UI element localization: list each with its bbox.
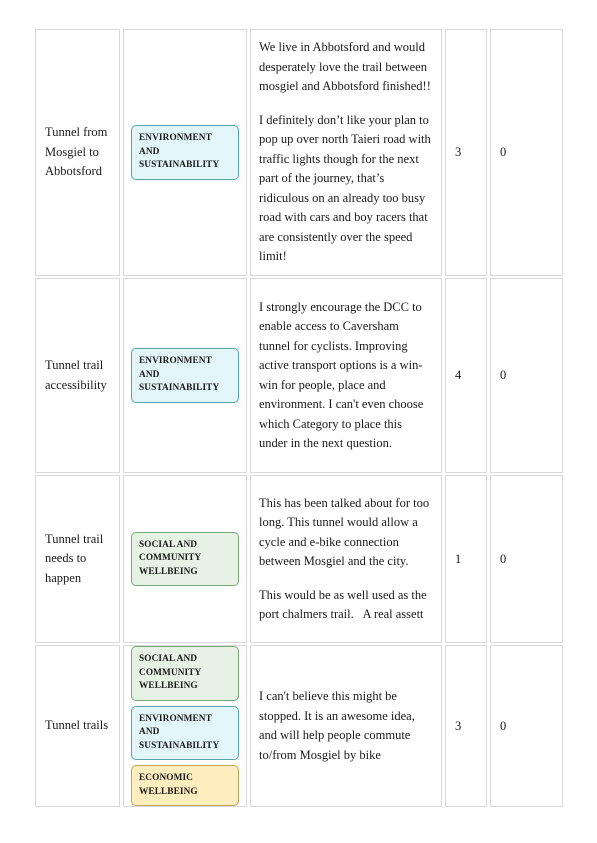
count-a-cell (445, 475, 487, 643)
comment-cell (250, 278, 442, 473)
comment-paragraph: I strongly encourage the DCC to enable access to Caversham tunnel for cyclists. Improving active transport options is a win-win for people, place and environment. I can't even choose which Category to place this under in the next question. (259, 299, 424, 450)
count-a-cell (445, 278, 487, 473)
comment-cell (250, 29, 442, 276)
count-b-value: 0 (500, 368, 507, 382)
count-b-cell (490, 645, 563, 807)
topic-cell (35, 278, 120, 473)
comment-paragraph: I definitely don’t like your plan to pop up over north Taieri road with traffic lights though for the next part of the journey, that’s ridiculous on an already too busy road with cars and boy racers that are consistently over the speed limit! (259, 112, 431, 264)
count-a-cell (445, 29, 487, 276)
count-a-value: 1 (455, 551, 462, 566)
comment-cell (250, 475, 442, 643)
topic-cell (35, 475, 120, 643)
topic-cell (35, 645, 120, 807)
table-row (35, 29, 563, 276)
count-a-value: 3 (455, 718, 462, 733)
category-cell (123, 645, 247, 807)
table-row (35, 645, 563, 807)
count-a-value: 4 (455, 368, 462, 382)
topic-text: Tunnel trail accessibility (45, 358, 107, 392)
count-b-value: 0 (500, 551, 507, 566)
category-cell (123, 278, 247, 473)
comment-paragraph: This has been talked about for too long. This tunnel would allow a cycle and e-bike connection between Mosgiel and the city. (259, 495, 430, 568)
count-a-value: 3 (455, 145, 462, 159)
table-row (35, 278, 563, 473)
category-tag-environment: ENVIRONMENT AND SUSTAINABILITY (131, 125, 239, 180)
count-a-cell (445, 645, 487, 807)
comment-paragraph: This would be as well used as the port chalmers trail. A real assett (259, 587, 430, 621)
comment-cell (250, 645, 442, 807)
topic-text: Tunnel trail needs to happen (45, 531, 104, 585)
comment-paragraph: We live in Abbotsford and would desperately love the trail between mosgiel and Abbotsford finished!! (259, 40, 431, 94)
count-b-cell (490, 278, 563, 473)
category-cell (123, 29, 247, 276)
count-b-cell (490, 29, 563, 276)
category-tag-social: SOCIAL AND COMMUNITY WELLBEING (131, 532, 239, 587)
category-tag-social: SOCIAL AND COMMUNITY WELLBEING (131, 646, 239, 701)
count-b-value: 0 (500, 145, 507, 159)
category-tag-environment: ENVIRONMENT AND SUSTAINABILITY (131, 348, 239, 403)
topic-text: Tunnel from Mosgiel to Abbotsford (45, 125, 108, 179)
topic-cell (35, 29, 120, 276)
count-b-cell (490, 475, 563, 643)
category-cell (123, 475, 247, 643)
category-tag-environment: ENVIRONMENT AND SUSTAINABILITY (131, 706, 239, 761)
category-tag-economic: ECONOMIC WELLBEING (131, 765, 239, 806)
submissions-table (35, 29, 563, 809)
table-row (35, 475, 563, 643)
topic-text: Tunnel trails (45, 718, 109, 733)
count-b-value: 0 (500, 718, 507, 733)
comment-paragraph: I can't believe this might be stopped. It is an awesome idea, and will help people commute to/from Mosgiel by bike (259, 689, 415, 762)
